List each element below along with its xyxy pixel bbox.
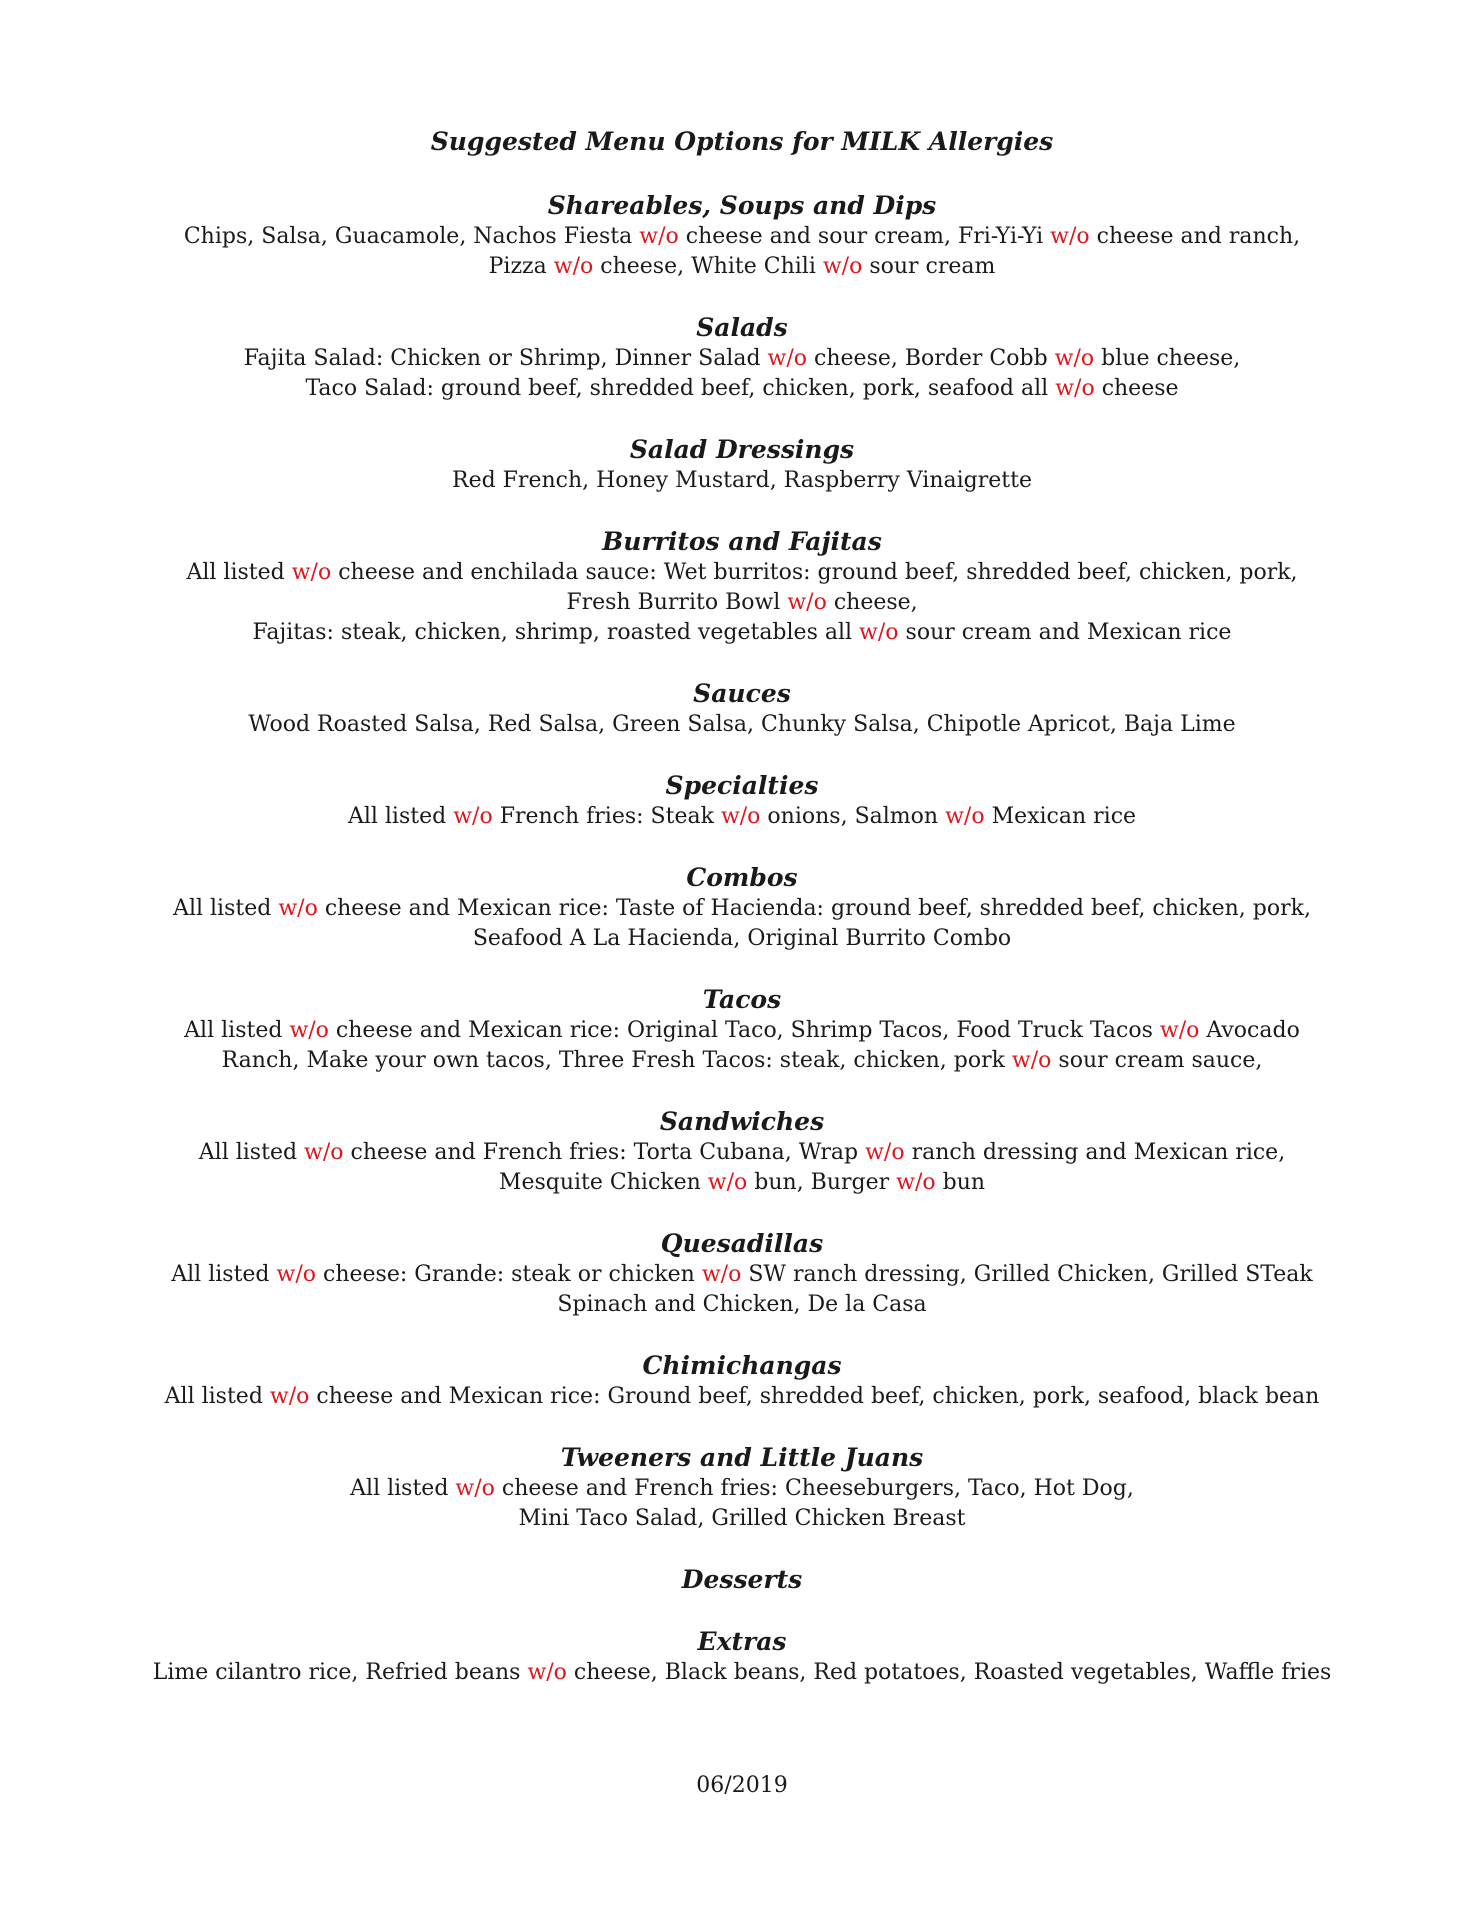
- section-heading: Quesadillas: [660, 1229, 824, 1258]
- menu-section: [0, 190, 1484, 282]
- section-line: [0, 1168, 1484, 1198]
- without-marker: w/o: [865, 1140, 905, 1165]
- item-text: sour cream and Mexican rice: [898, 620, 1232, 645]
- item-text: All listed: [350, 1476, 456, 1501]
- item-text: Chips, Salsa, Guacamole, Nachos Fiesta: [183, 224, 640, 249]
- item-text: cheese and Mexican rice: Ground beef, shredded beef, chicken, pork, seafood, black bean: [309, 1384, 1320, 1409]
- item-text: SW ranch dressing, Grilled Chicken, Grilled STeak: [741, 1262, 1313, 1287]
- without-marker: w/o: [269, 1384, 310, 1409]
- without-marker: w/o: [1159, 1018, 1200, 1043]
- section-line: [0, 1290, 1484, 1320]
- item-text: All listed: [347, 804, 454, 829]
- section-line: [0, 894, 1484, 924]
- section-heading: Specialties: [665, 771, 819, 800]
- item-text: All listed: [164, 1384, 270, 1409]
- item-text: cheese, Border Cobb: [807, 346, 1055, 371]
- item-text: Ranch, Make your own tacos, Three Fresh Tacos: steak, chicken, pork: [221, 1048, 1012, 1073]
- item-text: French fries: Steak: [492, 804, 721, 829]
- section-line: [0, 466, 1484, 496]
- menu-section: [0, 984, 1484, 1076]
- section-heading: Combos: [686, 863, 798, 892]
- menu-section: [0, 678, 1484, 740]
- item-text: Lime cilantro rice, Refried beans: [152, 1660, 528, 1685]
- section-heading: Chimichangas: [642, 1351, 842, 1380]
- item-text: All listed: [173, 896, 279, 921]
- section-line: [0, 588, 1484, 618]
- menu-section: [0, 1442, 1484, 1534]
- section-line: [0, 344, 1484, 374]
- item-text: Fajita Salad: Chicken or Shrimp, Dinner Salad: [243, 346, 768, 371]
- item-text: Mini Taco Salad, Grilled Chicken Breast: [518, 1506, 966, 1531]
- section-line: [0, 1138, 1484, 1168]
- without-marker: w/o: [639, 224, 679, 249]
- menu-section: [0, 1564, 1484, 1596]
- section-line: [0, 1474, 1484, 1504]
- section-heading: Sauces: [693, 679, 791, 708]
- item-text: ranch dressing and Mexican rice,: [904, 1140, 1286, 1165]
- item-text: cheese and French fries: Cheeseburgers, Taco, Hot Dog,: [494, 1476, 1134, 1501]
- without-marker: w/o: [278, 896, 318, 921]
- item-text: cheese, White Chili: [593, 254, 823, 279]
- without-marker: w/o: [455, 1476, 495, 1501]
- without-marker: w/o: [859, 620, 899, 645]
- section-line: [0, 1382, 1484, 1412]
- without-marker: w/o: [276, 1262, 317, 1287]
- without-marker: w/o: [896, 1170, 936, 1195]
- section-line: [0, 1260, 1484, 1290]
- item-text: cheese and Mexican rice: Original Taco, Shrimp Tacos, Food Truck Tacos: [328, 1018, 1160, 1043]
- section-line: [0, 710, 1484, 740]
- item-text: All listed: [171, 1262, 277, 1287]
- section-heading: Salads: [696, 313, 788, 342]
- section-line: [0, 1504, 1484, 1534]
- item-text: All listed: [186, 560, 292, 585]
- without-marker: w/o: [701, 1262, 742, 1287]
- section-line: [0, 222, 1484, 252]
- menu-section: [0, 312, 1484, 404]
- without-marker: w/o: [787, 590, 827, 615]
- item-text: Seafood A La Hacienda, Original Burrito Combo: [472, 926, 1012, 951]
- item-text: bun, Burger: [747, 1170, 897, 1195]
- without-marker: w/o: [1054, 346, 1095, 371]
- item-text: All listed: [198, 1140, 305, 1165]
- section-heading: Desserts: [681, 1565, 803, 1594]
- item-text: onions, Salmon: [760, 804, 946, 829]
- item-text: cheese,: [826, 590, 918, 615]
- section-line: [0, 802, 1484, 832]
- item-text: cheese: Grande: steak or chicken: [316, 1262, 702, 1287]
- item-text: Mesquite Chicken: [498, 1170, 708, 1195]
- section-heading: Shareables, Soups and Dips: [547, 191, 937, 220]
- menu-section: [0, 526, 1484, 648]
- item-text: Pizza: [488, 254, 554, 279]
- without-marker: w/o: [289, 1018, 329, 1043]
- item-text: cheese and ranch,: [1089, 224, 1301, 249]
- item-text: Taco Salad: ground beef, shredded beef, chicken, pork, seafood all: [305, 376, 1056, 401]
- item-text: cheese, Black beans, Red potatoes, Roasted vegetables, Waffle fries: [566, 1660, 1332, 1685]
- page-title: Suggested Menu Options for MILK Allergies: [430, 127, 1054, 156]
- without-marker: w/o: [1011, 1048, 1052, 1073]
- menu-section: [0, 1626, 1484, 1688]
- without-marker: w/o: [767, 346, 808, 371]
- section-line: [0, 1658, 1484, 1688]
- section-heading: Tweeners and Little Juans: [560, 1443, 924, 1472]
- item-text: bun: [935, 1170, 986, 1195]
- section-line: [0, 924, 1484, 954]
- item-text: Spinach and Chicken, De la Casa: [557, 1292, 927, 1317]
- footer-date: 06/2019: [696, 1773, 788, 1798]
- without-marker: w/o: [720, 804, 761, 829]
- section-heading: Sandwiches: [659, 1107, 825, 1136]
- section-line: [0, 1046, 1484, 1076]
- section-line: [0, 618, 1484, 648]
- menu-section: [0, 770, 1484, 832]
- item-text: Avocado: [1199, 1018, 1300, 1043]
- without-marker: w/o: [553, 254, 594, 279]
- section-heading: Extras: [697, 1627, 787, 1656]
- item-text: cheese: [1094, 376, 1179, 401]
- without-marker: w/o: [1055, 376, 1095, 401]
- item-text: Wood Roasted Salsa, Red Salsa, Green Salsa, Chunky Salsa, Chipotle Apricot, Baja Lime: [248, 712, 1236, 737]
- without-marker: w/o: [453, 804, 493, 829]
- section-line: [0, 252, 1484, 282]
- section-line: [0, 1016, 1484, 1046]
- section-heading: Burritos and Fajitas: [602, 527, 882, 556]
- without-marker: w/o: [1050, 224, 1090, 249]
- menu-sections: [0, 190, 1484, 1718]
- without-marker: w/o: [291, 560, 332, 585]
- item-text: cheese and enchilada sauce: Wet burritos: ground beef, shredded beef, chicken, pork,: [331, 560, 1298, 585]
- section-line: [0, 558, 1484, 588]
- without-marker: w/o: [527, 1660, 567, 1685]
- section-line: [0, 374, 1484, 404]
- without-marker: w/o: [822, 254, 863, 279]
- menu-section: [0, 434, 1484, 496]
- section-heading: Salad Dressings: [629, 435, 855, 464]
- without-marker: w/o: [304, 1140, 344, 1165]
- without-marker: w/o: [707, 1170, 748, 1195]
- item-text: Fajitas: steak, chicken, shrimp, roasted vegetables all: [252, 620, 860, 645]
- menu-section: [0, 1228, 1484, 1320]
- menu-section: [0, 1350, 1484, 1412]
- item-text: Fresh Burrito Bowl: [566, 590, 788, 615]
- item-text: sour cream: [862, 254, 996, 279]
- section-heading: Tacos: [702, 985, 782, 1014]
- menu-section: [0, 862, 1484, 954]
- item-text: cheese and Mexican rice: Taste of Hacienda: ground beef, shredded beef, chicken, pork,: [317, 896, 1311, 921]
- item-text: Mexican rice: [984, 804, 1137, 829]
- item-text: sour cream sauce,: [1051, 1048, 1263, 1073]
- item-text: blue cheese,: [1094, 346, 1241, 371]
- item-text: cheese and sour cream, Fri-Yi-Yi: [678, 224, 1051, 249]
- without-marker: w/o: [945, 804, 985, 829]
- menu-section: [0, 1106, 1484, 1198]
- item-text: Red French, Honey Mustard, Raspberry Vinaigrette: [452, 468, 1032, 493]
- item-text: All listed: [184, 1018, 290, 1043]
- item-text: cheese and French fries: Torta Cubana, Wrap: [343, 1140, 866, 1165]
